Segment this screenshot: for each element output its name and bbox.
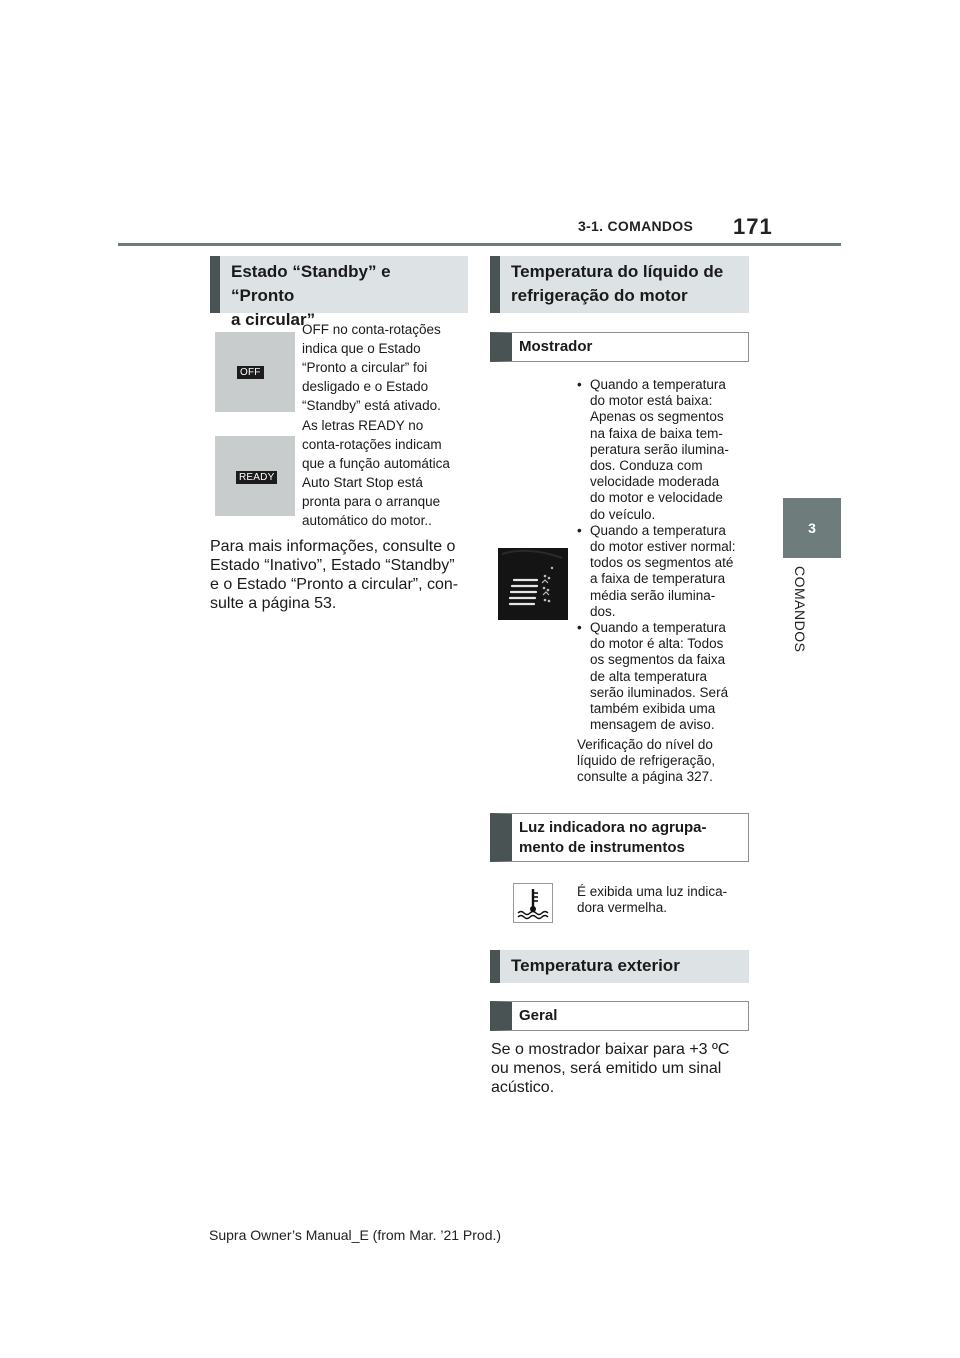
text-line: Apenas os segmentos bbox=[590, 409, 724, 425]
ready-screen-label: READY bbox=[236, 471, 277, 484]
text-line: pronta para o arranque bbox=[302, 494, 441, 509]
text-line: mensagem de aviso. bbox=[590, 717, 715, 733]
text-line: sulte a página 53. bbox=[210, 595, 337, 612]
text-line: do veículo. bbox=[590, 506, 656, 522]
coolant-check-note bbox=[577, 737, 752, 786]
text-line: “Pronto a circular” foi bbox=[302, 360, 428, 375]
coolant-heading bbox=[490, 256, 749, 313]
list-item bbox=[577, 620, 752, 733]
text-line: Se o mostrador baixar para +3 ºC bbox=[491, 1041, 730, 1058]
section-label: 3-1. COMANDOS bbox=[578, 218, 694, 234]
chapter-tab bbox=[783, 498, 841, 558]
off-screen-label: OFF bbox=[237, 366, 264, 379]
text-line: na faixa de baixa tem- bbox=[590, 425, 723, 441]
chapter-label: COMANDOS bbox=[792, 566, 808, 653]
chapter-number: 3 bbox=[808, 520, 816, 536]
text-line: dos. bbox=[590, 603, 616, 619]
text-line: Quando a temperatura bbox=[590, 522, 726, 538]
text-line: do motor e velocidade bbox=[590, 490, 723, 506]
bullet-dot-icon: • bbox=[577, 522, 582, 538]
text-line: que a função automática bbox=[302, 456, 450, 471]
indicator-heading-line: mento de instrumentos bbox=[519, 839, 685, 856]
text-line: indica que o Estado bbox=[302, 341, 421, 356]
text-line: “Standby” está ativado. bbox=[302, 398, 441, 413]
standby-heading-line: Estado “Standby” e “Pronto bbox=[231, 262, 391, 305]
text-line: líquido de refrigeração, bbox=[577, 753, 716, 769]
text-line: acústico. bbox=[491, 1079, 555, 1096]
indicator-subheading bbox=[490, 813, 749, 862]
text-line: dos. Conduza com bbox=[590, 458, 703, 474]
text-line: Verificação do nível do bbox=[577, 737, 713, 752]
text-line: ou menos, será emitido um sinal bbox=[491, 1060, 722, 1077]
text-line: e o Estado “Pronto a circular”, con- bbox=[210, 576, 459, 593]
ready-description bbox=[302, 416, 472, 530]
text-line: do motor está baixa: bbox=[590, 393, 713, 409]
text-line: OFF no conta-rotações bbox=[302, 322, 441, 337]
general-paragraph bbox=[491, 1040, 756, 1097]
coolant-gauge-image bbox=[498, 548, 568, 620]
coolant-heading-line: Temperatura do líquido de bbox=[511, 262, 724, 281]
text-line: os segmentos da faixa bbox=[590, 652, 726, 668]
text-line: também exibida uma bbox=[590, 701, 716, 717]
text-line: do motor é alta: Todos bbox=[590, 636, 724, 652]
ready-indicator-image bbox=[215, 436, 295, 516]
footer-text: Supra Owner’s Manual_E (from Mar. ’21 Prod.) bbox=[209, 1227, 502, 1243]
outside-temperature-heading: Temperatura exterior bbox=[490, 950, 749, 983]
thermometer-waves-icon bbox=[514, 884, 552, 922]
standby-paragraph bbox=[210, 537, 475, 613]
text-line: automático do motor.. bbox=[302, 513, 432, 528]
general-subheading: Geral bbox=[490, 1001, 749, 1031]
text-line: a faixa de temperatura bbox=[590, 571, 726, 587]
text-line: desligado e o Estado bbox=[302, 379, 429, 394]
coolant-heading-line: refrigeração do motor bbox=[511, 286, 688, 305]
text-line: Quando a temperatura bbox=[590, 620, 726, 636]
indicator-description bbox=[577, 884, 752, 916]
bullet-dot-icon: • bbox=[577, 620, 582, 636]
standby-heading-line: a circular” bbox=[231, 310, 316, 329]
list-item bbox=[577, 377, 752, 523]
coolant-temperature-icon bbox=[513, 883, 553, 923]
bullet-dot-icon: • bbox=[577, 377, 582, 392]
text-line: velocidade moderada bbox=[590, 474, 720, 490]
text-line: do motor estiver normal: bbox=[590, 539, 736, 555]
header-rule bbox=[118, 243, 841, 246]
display-subheading: Mostrador bbox=[490, 332, 749, 362]
text-line: Estado “Inativo”, Estado “Standby” bbox=[210, 557, 455, 574]
text-line: consulte a página 327. bbox=[577, 769, 713, 785]
text-line: É exibida uma luz indica- bbox=[577, 884, 728, 899]
text-line: dora vermelha. bbox=[577, 900, 668, 916]
text-line: Auto Start Stop está bbox=[302, 475, 423, 490]
text-line: Para mais informações, consulte o bbox=[210, 538, 456, 555]
text-line: de alta temperatura bbox=[590, 668, 708, 684]
off-description bbox=[302, 320, 472, 415]
text-line: Quando a temperatura bbox=[590, 377, 726, 392]
coolant-bullet-list bbox=[577, 377, 752, 733]
text-line: todos os segmentos até bbox=[590, 555, 734, 571]
text-line: serão iluminados. Será bbox=[590, 684, 729, 700]
text-line: conta-rotações indicam bbox=[302, 437, 442, 452]
indicator-heading-line: Luz indicadora no agrupa- bbox=[519, 819, 707, 836]
page-number: 171 bbox=[733, 214, 773, 239]
list-item bbox=[577, 523, 752, 620]
text-line: As letras READY no bbox=[302, 418, 424, 433]
text-line: peratura serão ilumina- bbox=[590, 441, 729, 457]
standby-heading bbox=[210, 256, 468, 329]
gauge-segments-icon bbox=[498, 548, 568, 620]
off-indicator-image bbox=[215, 332, 295, 412]
text-line: média serão ilumina- bbox=[590, 587, 716, 603]
